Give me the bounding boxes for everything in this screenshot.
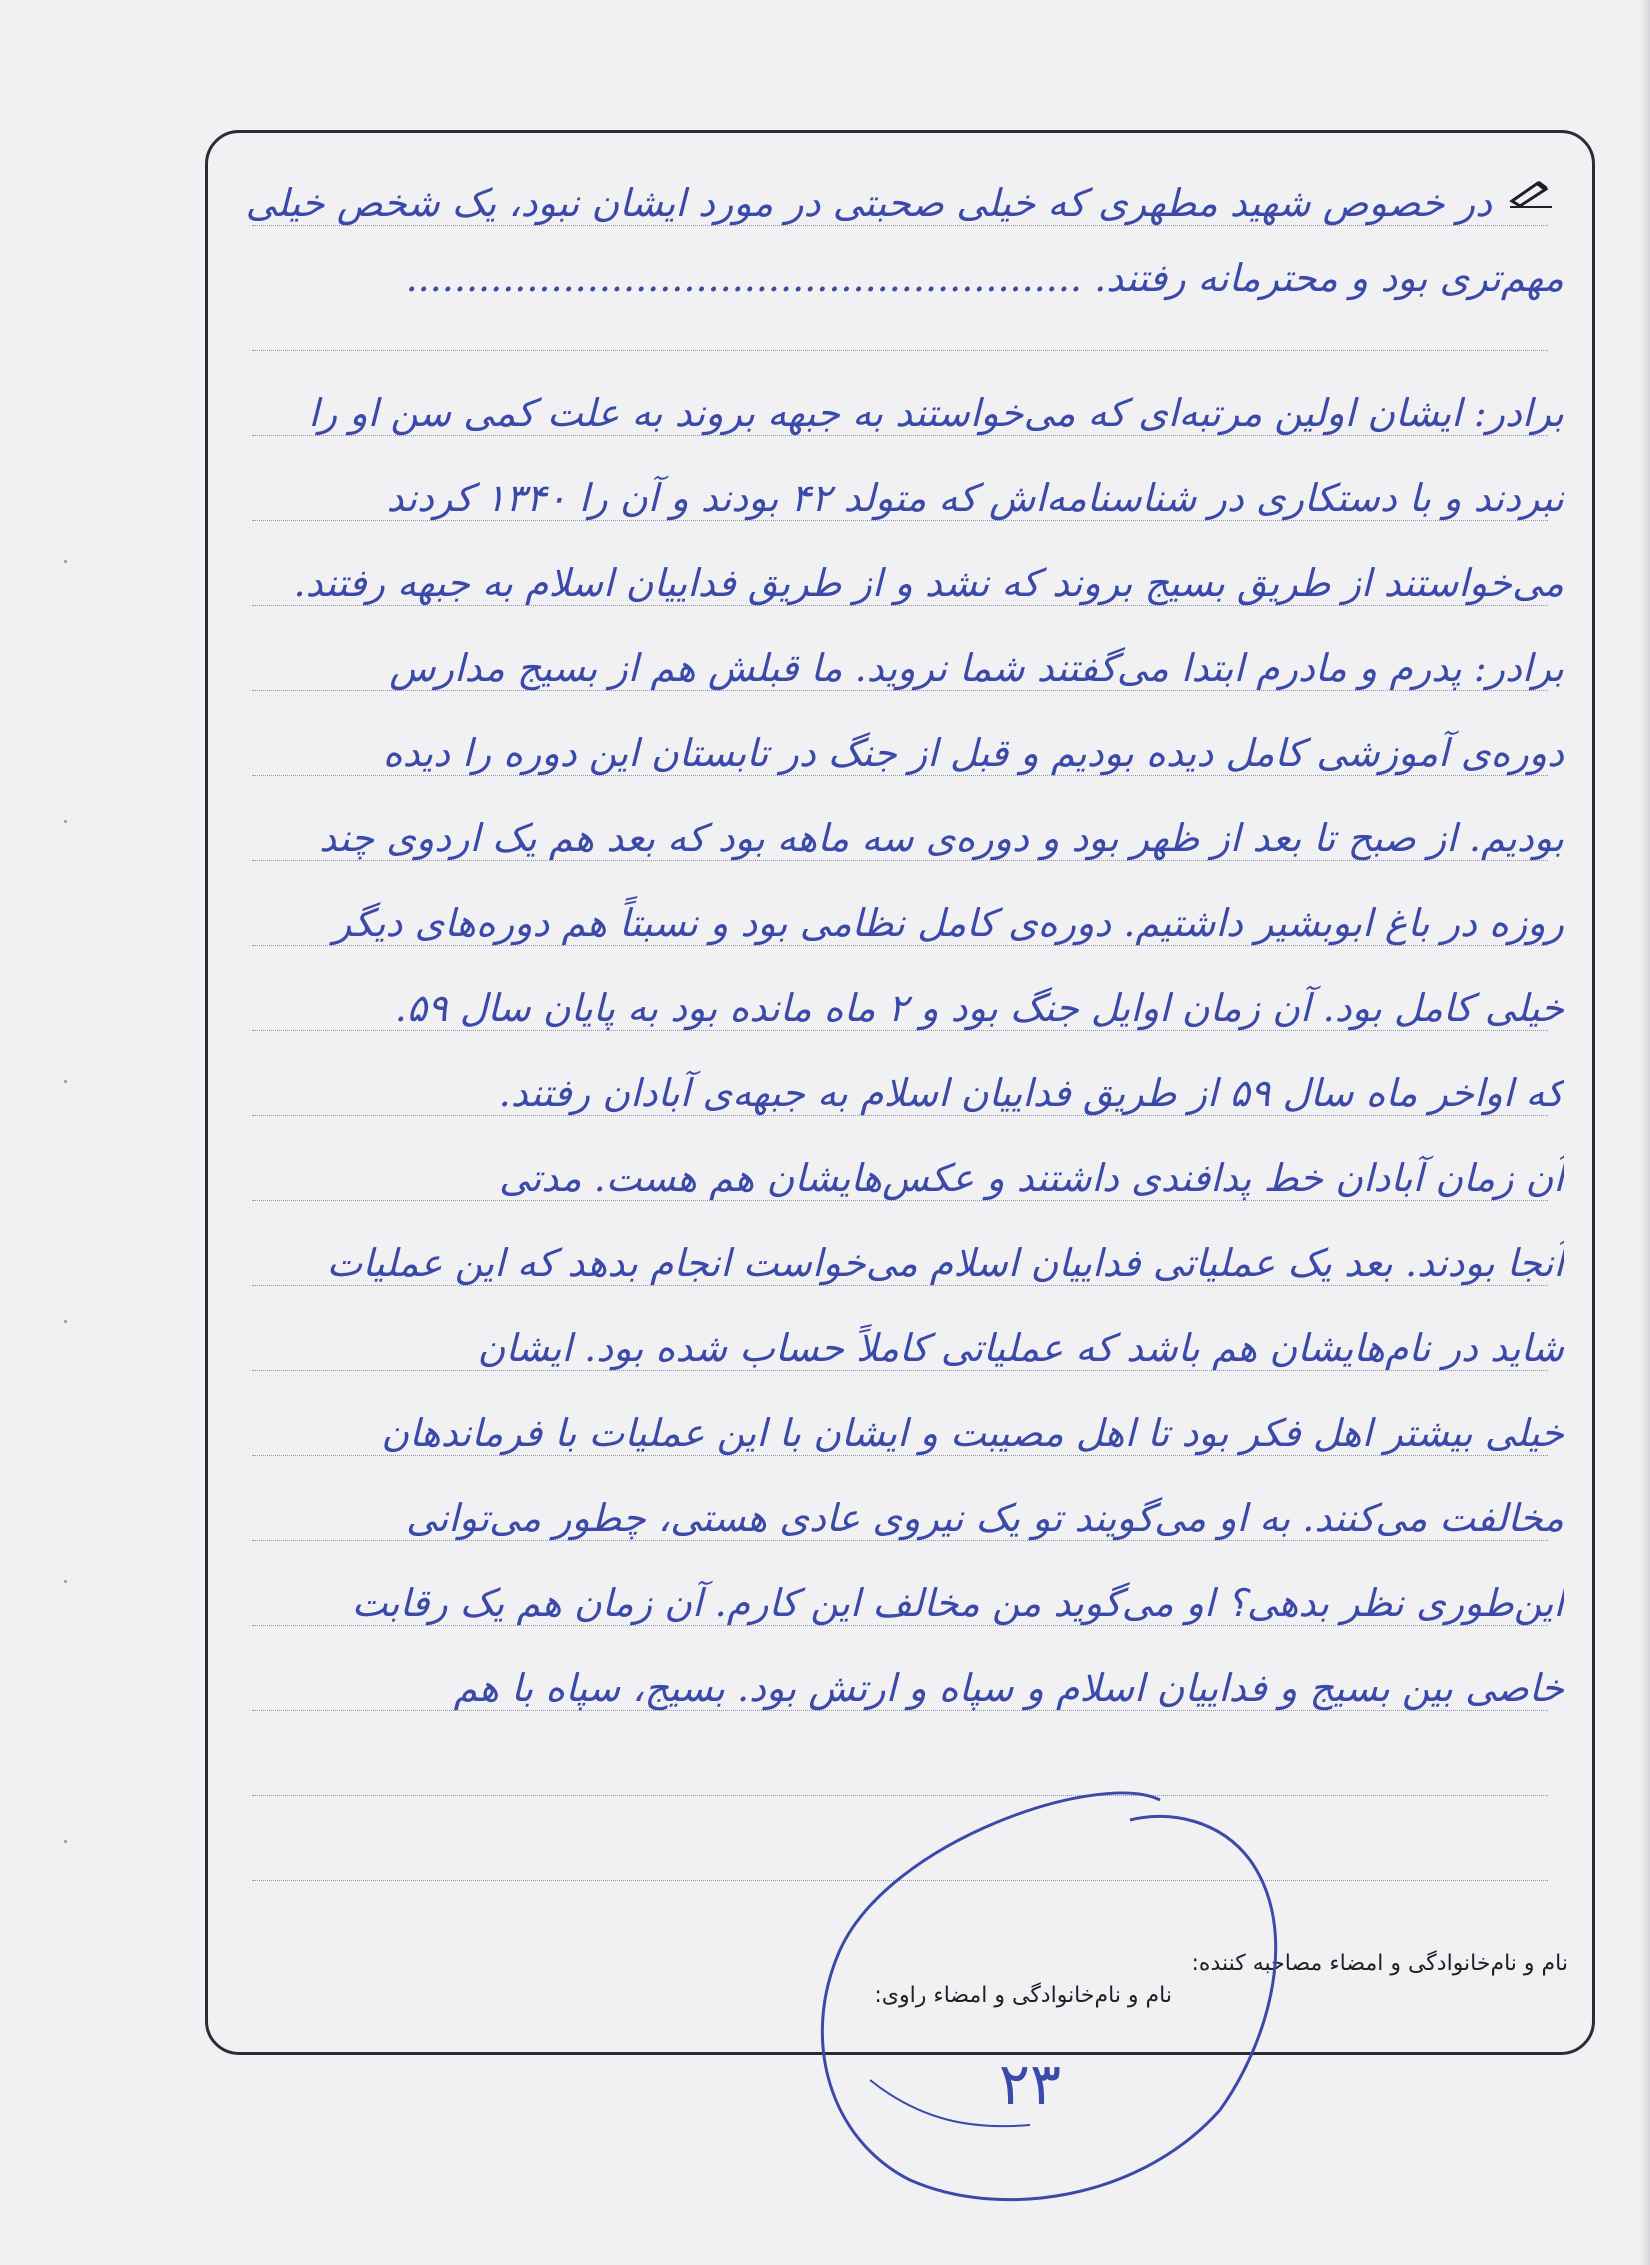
handwritten-line: خیلی کامل بود. آن زمان اوایل جنگ بود و ۲ ماه مانده بود به پایان سال ۵۹. (394, 986, 1564, 1030)
signature-scribble (800, 1780, 1320, 2220)
handwritten-line: خیلی بیشتر اهل فکر بود تا اهل مصیبت و ایشان با این عملیات با فرماندهان (381, 1411, 1564, 1455)
handwritten-line: روزه در باغ ابوبشیر داشتیم. دوره‌ی کامل نظامی بود و نسبتاً هم دوره‌های دیگر (333, 901, 1564, 945)
handwritten-line: آنجا بودند. بعد یک عملیاتی فداییان اسلام می‌خواست انجام بدهد که این عملیات (326, 1241, 1564, 1285)
handwritten-line: آن زمان آبادان خط پدافندی داشتند و عکس‌هایشان هم هست. مدتی (499, 1156, 1564, 1200)
narrator-signature-label: نام و نام‌خانوادگی و امضاء راوی: (874, 1983, 1172, 2008)
handwritten-line: برادر: ایشان اولین مرتبه‌ای که می‌خواستند به جبهه بروند به علت کمی سن او را (308, 391, 1564, 435)
handwritten-line: این‌طوری نظر بدهی؟ او می‌گوید من مخالف این کارم. آن زمان هم یک رقابت (351, 1581, 1564, 1625)
interviewer-signature-label: نام و نام‌خانوادگی و امضاء مصاحبه کننده: (1191, 1951, 1568, 1976)
handwritten-line: بودیم. از صبح تا بعد از ظهر بود و دوره‌ی سه ماهه بود که بعد هم یک اردوی چند (319, 816, 1564, 860)
handwritten-line: خاصی بین بسیج و فداییان اسلام و سپاه و ارتش بود. بسیج، سپاه با هم (453, 1666, 1564, 1710)
scan-edge (1640, 0, 1650, 2265)
interview-form-frame (205, 130, 1595, 2055)
handwritten-line: نبردند و با دستکاری در شناسنامه‌اش که متولد ۴۲ بودند و آن را ۱۳۴۰ کردند (386, 476, 1564, 520)
handwritten-line: می‌خواستند از طریق بسیج بروند که نشد و از طریق فداییان اسلام به جبهه رفتند. (293, 561, 1564, 605)
handwritten-line: برادر: پدرم و مادرم ابتدا می‌گفتند شما نروید. ما قبلش هم از بسیج مدارس (389, 646, 1564, 690)
page-number: ۲۳ (998, 2050, 1062, 2118)
handwritten-line: شاید در نام‌هایشان هم باشد که عملیاتی کاملاً حساب شده بود. ایشان (477, 1326, 1564, 1370)
handwritten-line: مخالفت می‌کنند. به او می‌گویند تو یک نیروی عادی هستی، چطور می‌توانی (406, 1496, 1564, 1540)
handwritten-line: که اواخر ماه سال ۵۹ از طریق فداییان اسلام به جبهه‌ی آبادان رفتند. (498, 1071, 1564, 1115)
handwritten-line: دوره‌ی آموزشی کامل دیده بودیم و قبل از جنگ در تابستان این دوره را دیده (382, 731, 1564, 775)
handwritten-line: مهم‌تری بود و محترمانه رفتند. ........................................................ (405, 256, 1564, 300)
handwritten-line: در خصوص شهید مطهری که خیلی صحبتی در مورد ایشان نبود، یک شخص خیلی (245, 181, 1492, 225)
margin-dots (64, 560, 72, 2060)
